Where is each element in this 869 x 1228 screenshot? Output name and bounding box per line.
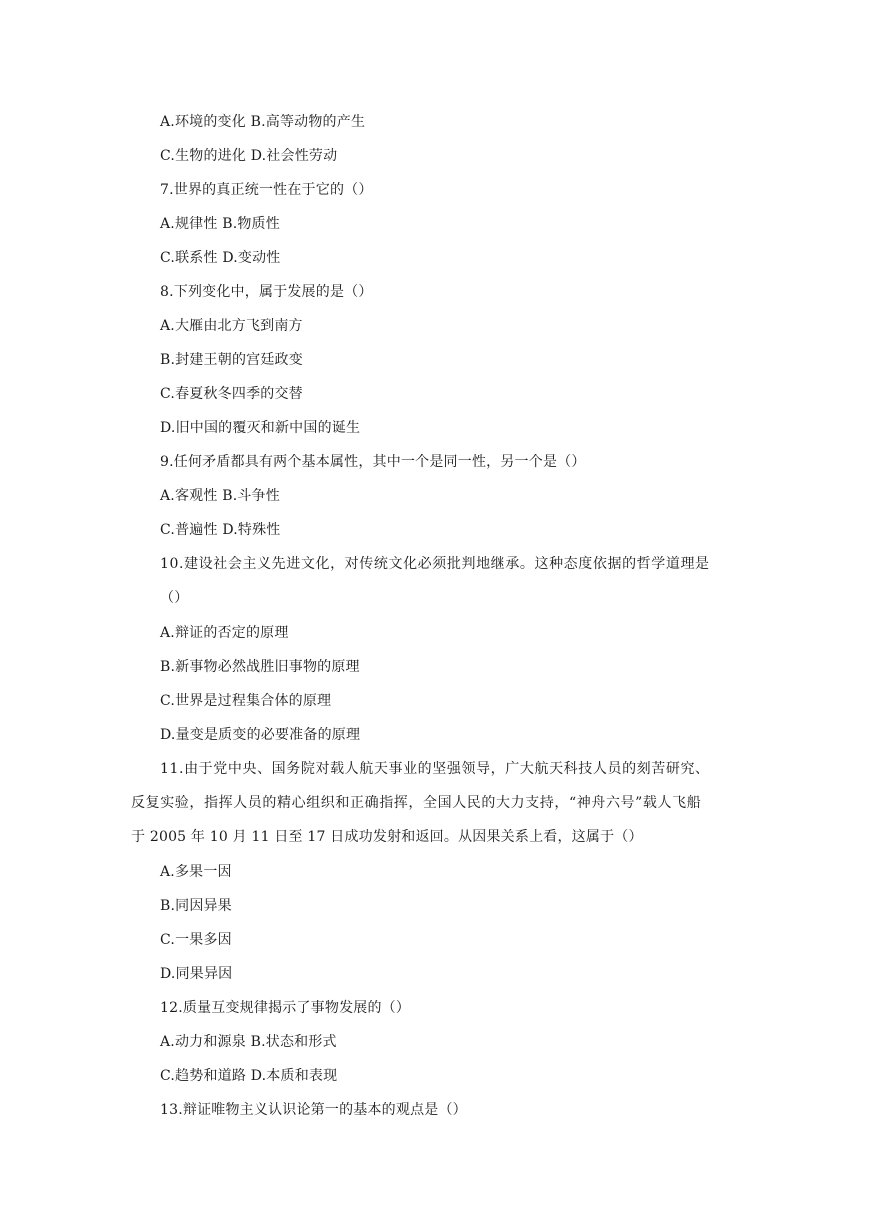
text-line: 反复实验，指挥人员的精心组织和正确指挥，全国人民的大力支持，“神舟六号”载人飞船 [131,795,702,811]
text-line: A.多果一因 [160,864,232,880]
text-line: A.客观性 B.斗争性 [160,488,280,504]
text-line: （） [160,590,189,606]
text-line: A.环境的变化 B.高等动物的产生 [160,114,366,130]
question-7: 7.世界的真正统一性在于它的（） [160,182,373,198]
text-line: A.动力和源泉 B.状态和形式 [160,1034,337,1050]
text-line: C.生物的进化 D.社会性劳动 [160,148,338,164]
text-line: D.量变是质变的必要准备的原理 [160,727,361,743]
text-line: C.趋势和道路 D.本质和表现 [160,1068,338,1084]
question-8: 8.下列变化中，属于发展的是（） [160,284,373,300]
text-line: C.联系性 D.变动性 [160,250,281,266]
text-line: C.一果多因 [160,932,232,948]
text-line: B.同因异果 [160,898,232,914]
question-12: 12.质量互变规律揭示了事物发展的（） [160,1000,411,1016]
text-line: 于 2005 年 10 月 11 日至 17 日成功发射和返回。从因果关系上看，这属于（） [131,829,643,845]
text-line: C.世界是过程集合体的原理 [160,693,332,709]
question-9: 9.任何矛盾都具有两个基本属性，其中一个是同一性，另一个是（） [160,454,586,470]
text-line: C.普遍性 D.特殊性 [160,522,281,538]
text-line: B.新事物必然战胜旧事物的原理 [160,659,360,675]
text-line: C.春夏秋冬四季的交替 [160,386,303,402]
question-13: 13.辩证唯物主义认识论第一的基本的观点是（） [160,1102,467,1118]
text-line: D.同果异因 [160,966,233,982]
question-11: 11.由于党中央、国务院对载人航天事业的坚强领导，广大航天科技人员的刻苦研究、 [160,761,710,777]
text-line: A.辩证的否定的原理 [160,625,289,641]
text-line: A.大雁由北方飞到南方 [160,318,303,334]
question-10: 10.建设社会主义先进文化，对传统文化必须批判地继承。这种态度依据的哲学道理是 [160,556,710,572]
text-line: D.旧中国的覆灭和新中国的诞生 [160,420,361,436]
text-line: B.封建王朝的宫廷政变 [160,352,303,368]
text-line: A.规律性 B.物质性 [160,216,280,232]
